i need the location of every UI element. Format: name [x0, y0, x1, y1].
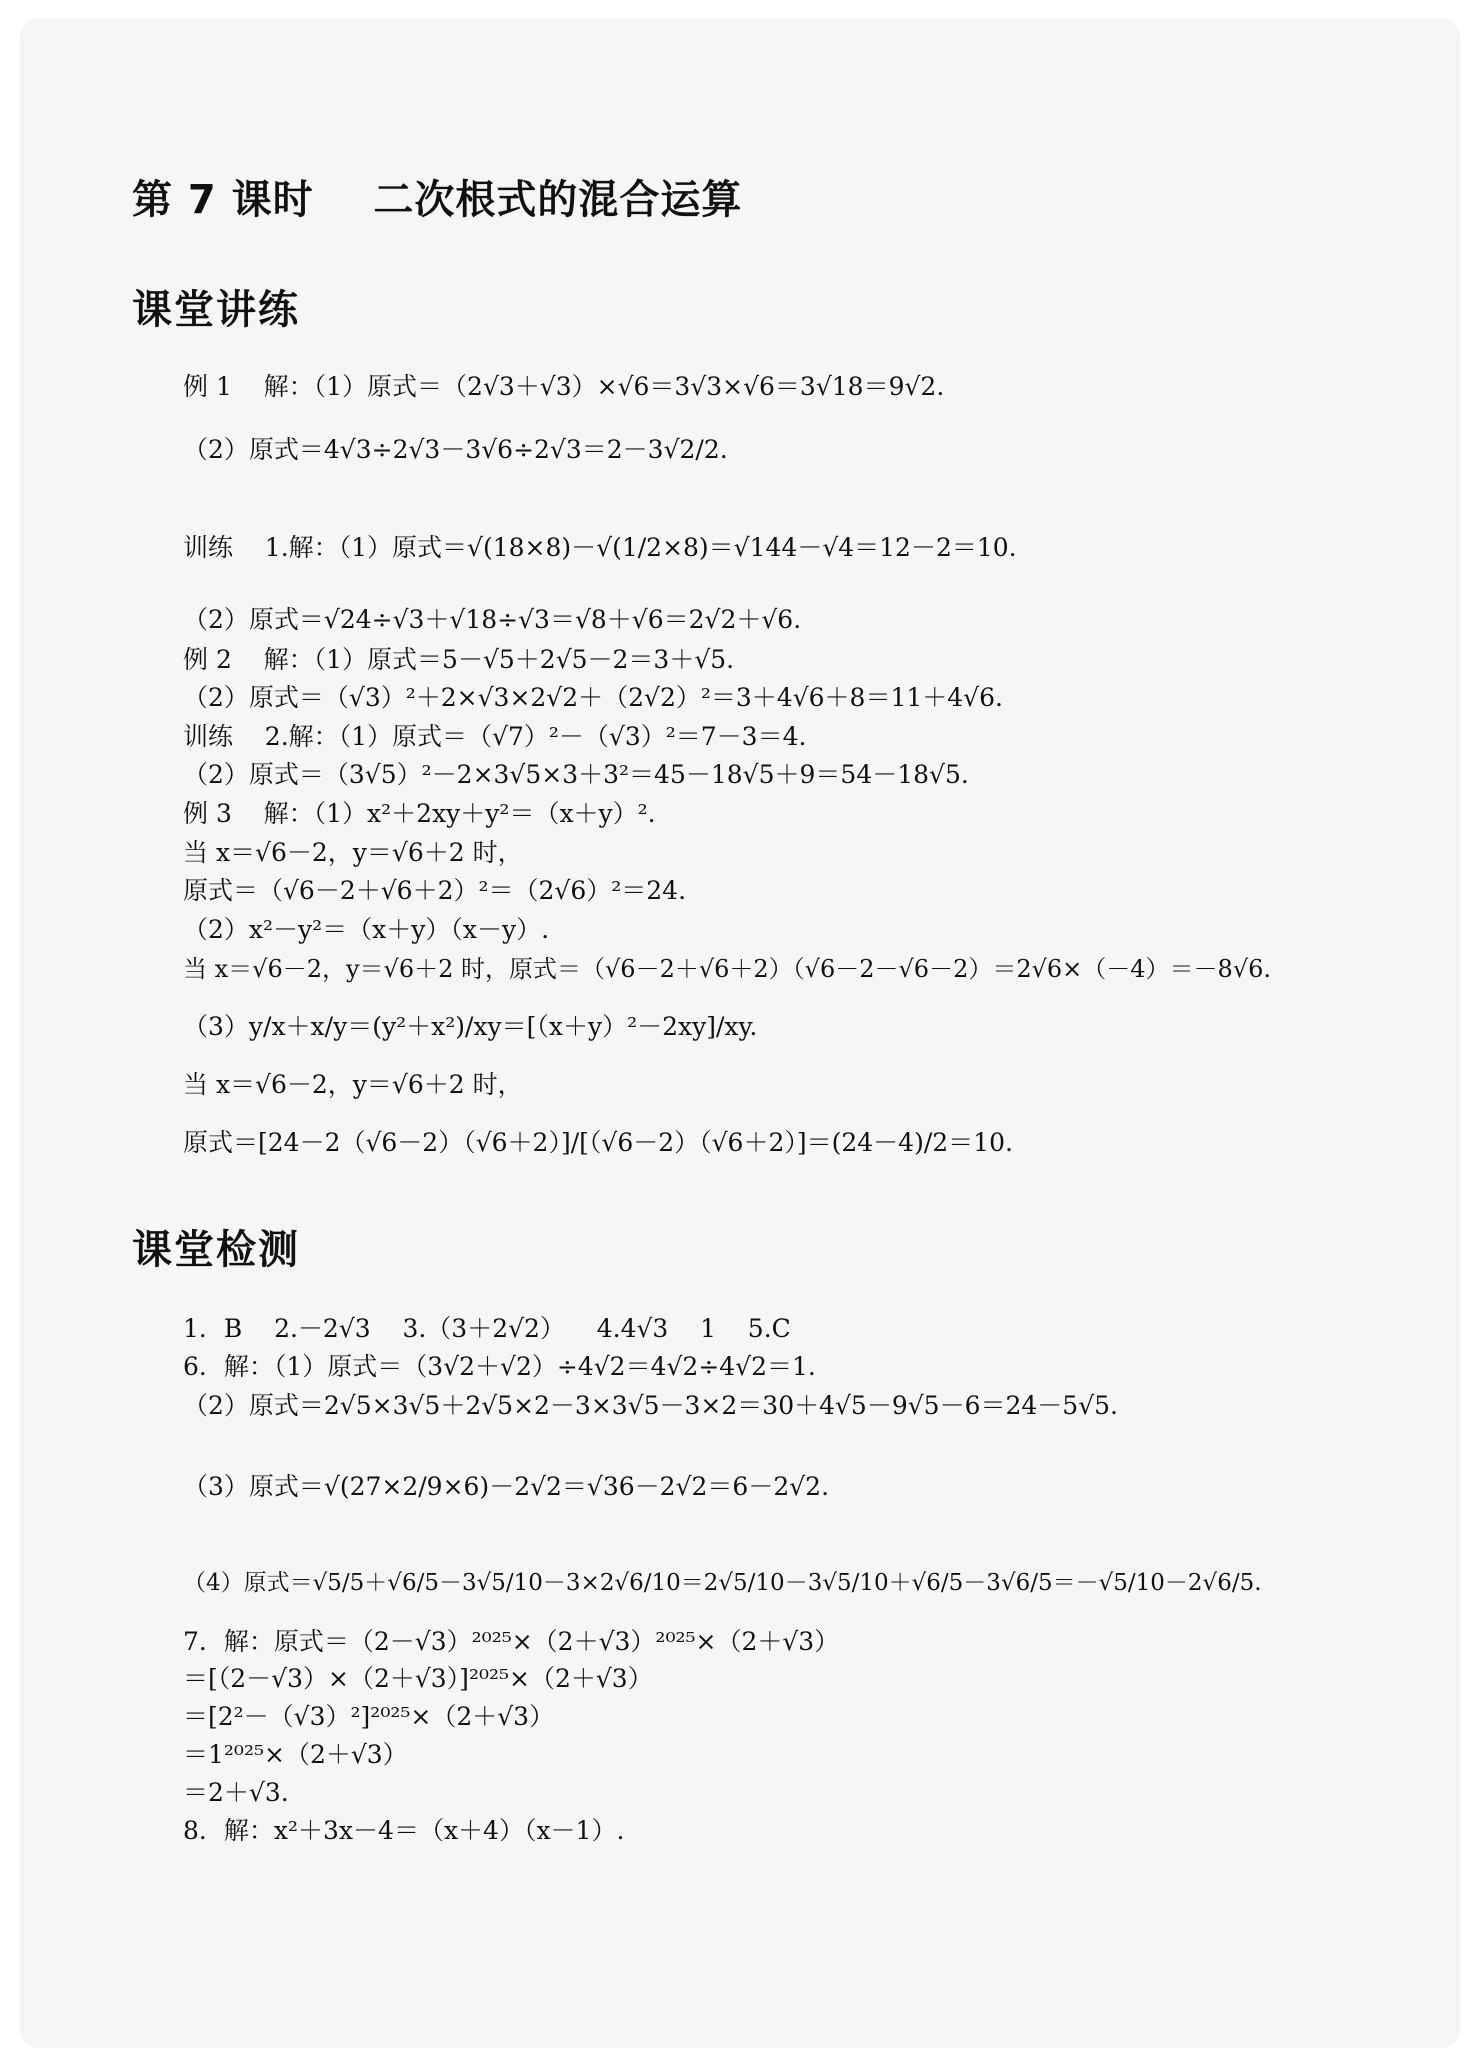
check-line: 1．B 2.－2√3 3.（3＋2√2） 4.4√3 1 5.C — [183, 1314, 791, 1343]
practice-line: （2）原式＝（√3）²＋2×√3×2√2＋（2√2）²＝3＋4√6＋8＝11＋4√6. — [183, 683, 1003, 712]
section-heading-check: 课堂检测 — [132, 1227, 300, 1273]
practice-line: 例 2 解：（1）原式＝5－√5＋2√5－2＝3＋√5. — [183, 645, 735, 674]
practice-line: 训练 2.解：（1）原式＝（√7）²－（√3）²＝7－3＝4. — [183, 722, 807, 751]
check-line: 6．解：（1）原式＝（3√2＋√2）÷4√2＝4√2÷4√2＝1. — [183, 1352, 816, 1381]
check-line: （3）原式＝√(27×2/9×6)－2√2＝√36－2√2＝6－2√2. — [183, 1472, 830, 1501]
practice-line: 当 x＝√6－2，y＝√6＋2 时， — [183, 838, 523, 867]
check-line: ＝[2²－（√3）²]²⁰²⁵×（2＋√3） — [183, 1702, 555, 1731]
practice-line: 原式＝（√6－2＋√6＋2）²＝（2√6）²＝24. — [183, 876, 687, 905]
practice-line: 当 x＝√6－2，y＝√6＋2 时，原式＝（√6－2＋√6＋2）（√6－2－√6－2）＝2√6×（－4）＝－8√6. — [183, 955, 1272, 983]
practice-line: 例 3 解：（1）x²＋2xy＋y²＝（x＋y）². — [183, 799, 656, 828]
practice-line: （2）原式＝4√3÷2√3－3√6÷2√3＝2－3√2/2. — [183, 435, 728, 464]
check-line: ＝2＋√3. — [183, 1778, 289, 1807]
check-line: ＝1²⁰²⁵×（2＋√3） — [183, 1740, 408, 1769]
practice-line: 例 1 解：（1）原式＝（2√3＋√3）×√6＝3√3×√6＝3√18＝9√2. — [183, 372, 945, 401]
practice-line: 训练 1.解：（1）原式＝√(18×8)－√(1/2×8)＝√144－√4＝12－2＝10. — [183, 533, 1017, 562]
practice-line: （2）原式＝（3√5）²－2×3√5×3＋3²＝45－18√5＋9＝54－18√5. — [183, 760, 969, 789]
lesson-title: 第 7 课时 二次根式的混合运算 — [132, 177, 743, 223]
practice-line: （3）y/x＋x/y＝(y²＋x²)/xy＝[（x＋y）²－2xy]/xy. — [183, 1012, 758, 1041]
check-line: 7．解：原式＝（2－√3）²⁰²⁵×（2＋√3）²⁰²⁵×（2＋√3） — [183, 1627, 840, 1656]
practice-line: （2）x²－y²＝（x＋y）（x－y）. — [183, 915, 550, 944]
practice-line: 当 x＝√6－2，y＝√6＋2 时， — [183, 1070, 523, 1099]
section-heading-practice: 课堂讲练 — [132, 287, 300, 333]
check-line: （4）原式＝√5/5＋√6/5－3√5/10－3×2√6/10＝2√5/10－3√5/10＋√6/5－3√6/5＝－√5/10－2√6/5. — [183, 1570, 1262, 1596]
practice-line: （2）原式＝√24÷√3＋√18÷√3＝√8＋√6＝2√2＋√6. — [183, 605, 802, 634]
practice-line: 原式＝[24－2（√6－2）（√6＋2）]/[（√6－2）（√6＋2）]＝(24－4)/2＝10. — [183, 1128, 1013, 1157]
check-line: ＝[（2－√3）×（2＋√3）]²⁰²⁵×（2＋√3） — [183, 1664, 653, 1693]
check-line: 8．解：x²＋3x－4＝（x＋4）（x－1）. — [183, 1816, 625, 1845]
check-line: （2）原式＝2√5×3√5＋2√5×2－3×3√5－3×2＝30＋4√5－9√5－6＝24－5√5. — [183, 1391, 1118, 1420]
